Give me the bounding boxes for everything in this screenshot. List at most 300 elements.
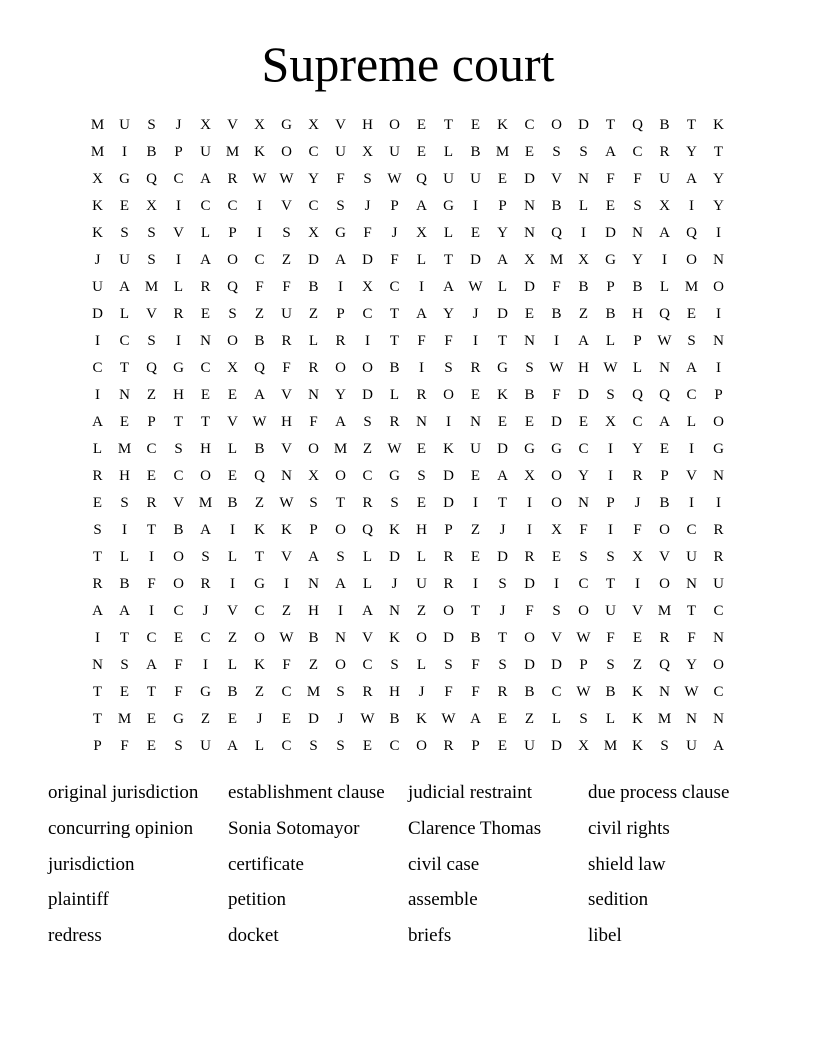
word-bank-item: judicial restraint — [408, 782, 532, 803]
grid-letter: O — [254, 630, 265, 646]
grid-letter: X — [227, 360, 238, 376]
grid-letter: V — [659, 549, 670, 565]
grid-row — [84, 625, 732, 652]
grid-letter: O — [551, 117, 562, 133]
grid-letter: P — [174, 144, 183, 160]
grid-letter: T — [497, 495, 508, 511]
grid-letter: J — [634, 495, 641, 511]
grid-letter: B — [578, 279, 589, 295]
grid-letter: J — [337, 711, 344, 727]
grid-letter: F — [444, 333, 453, 349]
grid-letter: V — [281, 441, 292, 457]
grid-letter: X — [632, 549, 643, 565]
grid-letter: O — [713, 657, 724, 673]
grid-letter: T — [443, 252, 454, 268]
grid-letter: M — [684, 279, 699, 295]
grid-letter: O — [200, 468, 211, 484]
grid-letter: X — [92, 171, 103, 187]
grid-letter: P — [390, 198, 399, 214]
grid-row — [84, 490, 732, 517]
grid-letter: M — [198, 495, 213, 511]
grid-letter: N — [470, 414, 481, 430]
grid-letter: L — [227, 441, 238, 457]
grid-letter: A — [497, 468, 508, 484]
grid-letter: T — [686, 117, 697, 133]
grid-letter: A — [308, 549, 319, 565]
grid-letter: E — [470, 117, 481, 133]
word-bank-item: sedition — [588, 889, 649, 911]
grid-letter: M — [117, 441, 132, 457]
grid-row — [84, 355, 732, 382]
grid-letter: K — [632, 684, 643, 700]
grid-letter: I — [149, 549, 154, 565]
grid-letter: W — [387, 441, 402, 457]
grid-letter: S — [336, 738, 345, 754]
grid-letter: M — [144, 279, 159, 295]
grid-letter: A — [335, 414, 346, 430]
grid-letter: I — [689, 198, 694, 214]
grid-letter: A — [686, 171, 697, 187]
grid-letter: Z — [227, 630, 238, 646]
grid-letter: Z — [254, 495, 265, 511]
page-title: Supreme court — [261, 36, 555, 92]
grid-letter: I — [149, 603, 154, 619]
grid-letter: A — [659, 225, 670, 241]
grid-letter: C — [713, 684, 724, 700]
grid-row — [84, 571, 732, 598]
grid-row — [84, 328, 732, 355]
grid-letter: M — [225, 144, 240, 160]
grid-letter: D — [551, 738, 562, 754]
grid-letter: P — [444, 522, 453, 538]
grid-letter: I — [716, 360, 721, 376]
grid-letter: P — [228, 225, 237, 241]
grid-letter: L — [443, 144, 454, 160]
grid-letter: U — [119, 252, 130, 268]
grid-letter: G — [389, 468, 400, 484]
grid-letter: I — [473, 333, 478, 349]
grid-letter: F — [363, 225, 372, 241]
grid-letter: H — [632, 306, 643, 322]
grid-letter: A — [200, 171, 211, 187]
grid-letter: X — [200, 117, 211, 133]
grid-letter: W — [549, 360, 564, 376]
grid-letter: D — [605, 225, 616, 241]
grid-letter: B — [227, 684, 238, 700]
word-bank — [48, 778, 768, 957]
grid-letter: I — [473, 198, 478, 214]
grid-letter: E — [173, 630, 184, 646]
grid-letter: B — [389, 360, 400, 376]
grid-letter: S — [309, 738, 318, 754]
grid-letter: B — [254, 441, 265, 457]
grid-letter: V — [551, 630, 562, 646]
grid-letter: D — [92, 306, 103, 322]
grid-letter: R — [362, 684, 373, 700]
grid-letter: N — [713, 252, 724, 268]
grid-letter: X — [524, 252, 535, 268]
grid-row — [84, 652, 732, 679]
grid-letter: O — [227, 333, 238, 349]
word-bank-item: original jurisdiction — [48, 782, 199, 803]
grid-letter: I — [122, 144, 127, 160]
grid-letter: A — [92, 414, 103, 430]
grid-letter: A — [470, 711, 481, 727]
grid-letter: A — [119, 603, 130, 619]
grid-letter: I — [446, 414, 451, 430]
grid-letter: S — [147, 117, 156, 133]
word-bank-item: jurisdiction — [48, 853, 135, 875]
grid-letter: W — [252, 171, 267, 187]
grid-row — [84, 301, 732, 328]
grid-letter: O — [551, 468, 562, 484]
grid-letter: E — [416, 495, 427, 511]
grid-letter: W — [657, 333, 672, 349]
grid-letter: K — [254, 522, 265, 538]
grid-letter: Y — [308, 171, 319, 187]
grid-letter: F — [579, 522, 588, 538]
grid-letter: E — [524, 306, 535, 322]
grid-letter: U — [524, 738, 535, 754]
grid-letter: L — [659, 279, 670, 295]
grid-letter: C — [200, 630, 211, 646]
grid-letter: O — [416, 738, 427, 754]
grid-letter: C — [362, 468, 373, 484]
grid-letter: N — [389, 603, 400, 619]
grid-letter: R — [173, 306, 184, 322]
grid-letter: I — [230, 576, 235, 592]
word-bank-item: concurring opinion — [48, 817, 194, 839]
grid-letter: B — [659, 495, 670, 511]
grid-letter: D — [470, 252, 481, 268]
grid-letter: R — [416, 387, 427, 403]
grid-letter: M — [117, 711, 132, 727]
grid-letter: N — [659, 684, 670, 700]
grid-letter: O — [659, 522, 670, 538]
grid-letter: U — [416, 576, 427, 592]
grid-letter: G — [200, 684, 211, 700]
grid-letter: R — [443, 576, 454, 592]
grid-letter: Y — [632, 441, 643, 457]
grid-letter: S — [336, 684, 345, 700]
grid-letter: X — [362, 144, 373, 160]
grid-letter: O — [281, 144, 292, 160]
grid-letter: G — [335, 225, 346, 241]
grid-letter: U — [605, 603, 616, 619]
grid-letter: A — [119, 279, 130, 295]
grid-letter: C — [227, 198, 238, 214]
grid-letter: L — [416, 657, 427, 673]
grid-letter: U — [470, 171, 481, 187]
grid-letter: X — [308, 117, 319, 133]
grid-letter: Z — [632, 657, 643, 673]
word-bank-item: Clarence Thomas — [408, 817, 542, 839]
grid-letter: C — [632, 144, 643, 160]
grid-letter: S — [174, 738, 183, 754]
grid-letter: C — [686, 387, 697, 403]
grid-letter: T — [146, 522, 157, 538]
grid-letter: E — [470, 468, 481, 484]
grid-letter: I — [338, 603, 343, 619]
grid-letter: E — [362, 738, 373, 754]
grid-letter: G — [443, 198, 454, 214]
grid-row — [84, 733, 732, 760]
grid-letter: C — [713, 603, 724, 619]
grid-letter: A — [200, 522, 211, 538]
grid-letter: Y — [335, 387, 346, 403]
grid-letter: K — [389, 630, 400, 646]
grid-letter: B — [254, 333, 265, 349]
grid-letter: I — [716, 495, 721, 511]
grid-letter: B — [632, 279, 643, 295]
grid-letter: K — [92, 198, 103, 214]
grid-letter: M — [495, 144, 510, 160]
grid-letter: M — [90, 144, 105, 160]
grid-letter: A — [578, 333, 589, 349]
grid-letter: S — [390, 495, 399, 511]
grid-letter: M — [657, 603, 672, 619]
grid-letter: R — [308, 360, 319, 376]
grid-letter: O — [551, 495, 562, 511]
grid-letter: C — [389, 279, 400, 295]
grid-letter: P — [633, 333, 642, 349]
grid-letter: C — [362, 306, 373, 322]
grid-letter: E — [686, 306, 697, 322]
grid-letter: J — [175, 117, 182, 133]
grid-letter: X — [578, 738, 589, 754]
grid-letter: N — [578, 171, 589, 187]
grid-letter: C — [173, 603, 184, 619]
grid-letter: J — [472, 306, 479, 322]
grid-letter: Q — [659, 657, 670, 673]
grid-letter: B — [173, 522, 184, 538]
grid-letter: P — [606, 495, 615, 511]
grid-letter: L — [632, 360, 643, 376]
grid-letter: G — [254, 576, 265, 592]
grid-letter: D — [497, 306, 508, 322]
grid-letter: I — [257, 225, 262, 241]
grid-letter: O — [335, 657, 346, 673]
grid-letter: P — [579, 657, 588, 673]
grid-letter: L — [686, 414, 697, 430]
grid-letter: R — [443, 549, 454, 565]
grid-letter: F — [282, 279, 291, 295]
grid-letter: B — [551, 306, 562, 322]
grid-letter: R — [227, 171, 238, 187]
grid-letter: E — [227, 711, 238, 727]
grid-row — [84, 193, 732, 220]
grid-letter: B — [146, 144, 157, 160]
word-bank-item: civil case — [408, 853, 480, 875]
grid-row — [84, 706, 732, 733]
grid-letter: B — [389, 711, 400, 727]
grid-letter: T — [605, 117, 616, 133]
grid-letter: V — [146, 306, 157, 322]
grid-letter: L — [605, 711, 616, 727]
grid-letter: Z — [578, 306, 589, 322]
grid-letter: K — [281, 522, 292, 538]
grid-letter: L — [119, 306, 130, 322]
grid-letter: F — [282, 360, 291, 376]
grid-letter: I — [176, 333, 181, 349]
grid-letter: Y — [686, 144, 697, 160]
grid-letter: E — [146, 468, 157, 484]
grid-letter: S — [417, 468, 426, 484]
grid-letter: F — [282, 657, 291, 673]
grid-letter: D — [578, 387, 589, 403]
grid-letter: D — [497, 441, 508, 457]
word-bank-item: docket — [228, 925, 279, 946]
grid-letter: N — [713, 468, 724, 484]
grid-letter: N — [524, 225, 535, 241]
grid-letter: N — [335, 630, 346, 646]
grid-letter: I — [419, 360, 424, 376]
grid-letter: Z — [281, 603, 292, 619]
grid-letter: U — [281, 306, 292, 322]
grid-letter: Y — [497, 225, 508, 241]
grid-row — [84, 679, 732, 706]
grid-letter: U — [470, 441, 481, 457]
grid-letter: M — [549, 252, 564, 268]
grid-letter: B — [524, 387, 535, 403]
grid-letter: H — [578, 360, 589, 376]
grid-letter: Y — [443, 306, 454, 322]
grid-letter: F — [147, 576, 156, 592]
grid-letter: S — [147, 225, 156, 241]
grid-letter: T — [605, 576, 616, 592]
grid-letter: Y — [578, 468, 589, 484]
grid-letter: P — [93, 738, 102, 754]
grid-letter: U — [200, 738, 211, 754]
grid-letter: I — [473, 495, 478, 511]
grid-letter: O — [227, 252, 238, 268]
grid-letter: X — [416, 225, 427, 241]
grid-letter: L — [416, 252, 427, 268]
grid-letter: I — [608, 468, 613, 484]
grid-letter: J — [391, 225, 398, 241]
grid-letter: F — [552, 279, 561, 295]
grid-letter: Z — [362, 441, 373, 457]
grid-letter: S — [363, 171, 372, 187]
grid-letter: B — [308, 279, 319, 295]
grid-letter: W — [279, 495, 294, 511]
grid-letter: M — [333, 441, 348, 457]
grid-letter: S — [606, 549, 615, 565]
grid-letter: Q — [254, 468, 265, 484]
grid-letter: A — [92, 603, 103, 619]
grid-letter: B — [659, 117, 670, 133]
grid-letter: V — [281, 549, 292, 565]
grid-letter: D — [497, 549, 508, 565]
grid-letter: F — [552, 387, 561, 403]
grid-letter: O — [713, 414, 724, 430]
grid-letter: S — [552, 603, 561, 619]
grid-letter: E — [632, 630, 643, 646]
grid-letter: F — [444, 684, 453, 700]
grid-letter: E — [605, 198, 616, 214]
grid-letter: P — [498, 198, 507, 214]
grid-letter: O — [686, 252, 697, 268]
grid-letter: Q — [632, 117, 643, 133]
grid-letter: D — [578, 117, 589, 133]
grid-letter: X — [605, 414, 616, 430]
grid-letter: G — [497, 360, 508, 376]
grid-letter: T — [119, 360, 130, 376]
grid-letter: F — [633, 522, 642, 538]
grid-letter: T — [686, 603, 697, 619]
grid-letter: G — [173, 711, 184, 727]
grid-letter: B — [119, 576, 130, 592]
grid-letter: E — [416, 144, 427, 160]
grid-letter: C — [551, 684, 562, 700]
word-bank-item: establishment clause — [228, 782, 385, 803]
grid-letter: V — [362, 630, 373, 646]
grid-letter: W — [279, 630, 294, 646]
grid-row — [84, 463, 732, 490]
grid-letter: O — [335, 360, 346, 376]
grid-letter: A — [443, 279, 454, 295]
grid-letter: D — [551, 414, 562, 430]
grid-letter: F — [606, 171, 615, 187]
grid-letter: Z — [308, 306, 319, 322]
grid-letter: I — [365, 333, 370, 349]
grid-letter: T — [173, 414, 184, 430]
grid-letter: O — [335, 522, 346, 538]
grid-letter: C — [308, 198, 319, 214]
grid-letter: R — [200, 576, 211, 592]
grid-letter: Q — [227, 279, 238, 295]
grid-letter: I — [95, 630, 100, 646]
grid-letter: G — [605, 252, 616, 268]
grid-letter: I — [176, 198, 181, 214]
grid-letter: Y — [713, 171, 724, 187]
grid-letter: E — [281, 711, 292, 727]
grid-letter: C — [254, 603, 265, 619]
grid-letter: D — [389, 549, 400, 565]
grid-letter: K — [389, 522, 400, 538]
grid-letter: R — [146, 495, 157, 511]
grid-letter: R — [200, 279, 211, 295]
grid-letter: T — [497, 333, 508, 349]
grid-letter: E — [146, 738, 157, 754]
grid-letter: L — [497, 279, 508, 295]
grid-letter: T — [335, 495, 346, 511]
grid-letter: L — [362, 576, 373, 592]
grid-letter: L — [443, 225, 454, 241]
grid-letter: D — [524, 279, 535, 295]
grid-letter: V — [335, 117, 346, 133]
grid-letter: V — [632, 603, 643, 619]
grid-letter: F — [525, 603, 534, 619]
grid-letter: L — [362, 549, 373, 565]
grid-letter: L — [119, 549, 130, 565]
grid-letter: Z — [146, 387, 157, 403]
grid-letter: F — [174, 684, 183, 700]
grid-letter: S — [498, 657, 507, 673]
grid-letter: C — [524, 117, 535, 133]
grid-letter: Y — [686, 657, 697, 673]
grid-letter: W — [252, 414, 267, 430]
grid-letter: R — [389, 414, 400, 430]
grid-letter: I — [608, 522, 613, 538]
grid-letter: A — [227, 738, 238, 754]
grid-letter: Z — [416, 603, 427, 619]
grid-letter: W — [576, 684, 591, 700]
grid-letter: N — [632, 225, 643, 241]
grid-letter: E — [524, 144, 535, 160]
grid-letter: S — [336, 198, 345, 214]
grid-letter: S — [444, 657, 453, 673]
